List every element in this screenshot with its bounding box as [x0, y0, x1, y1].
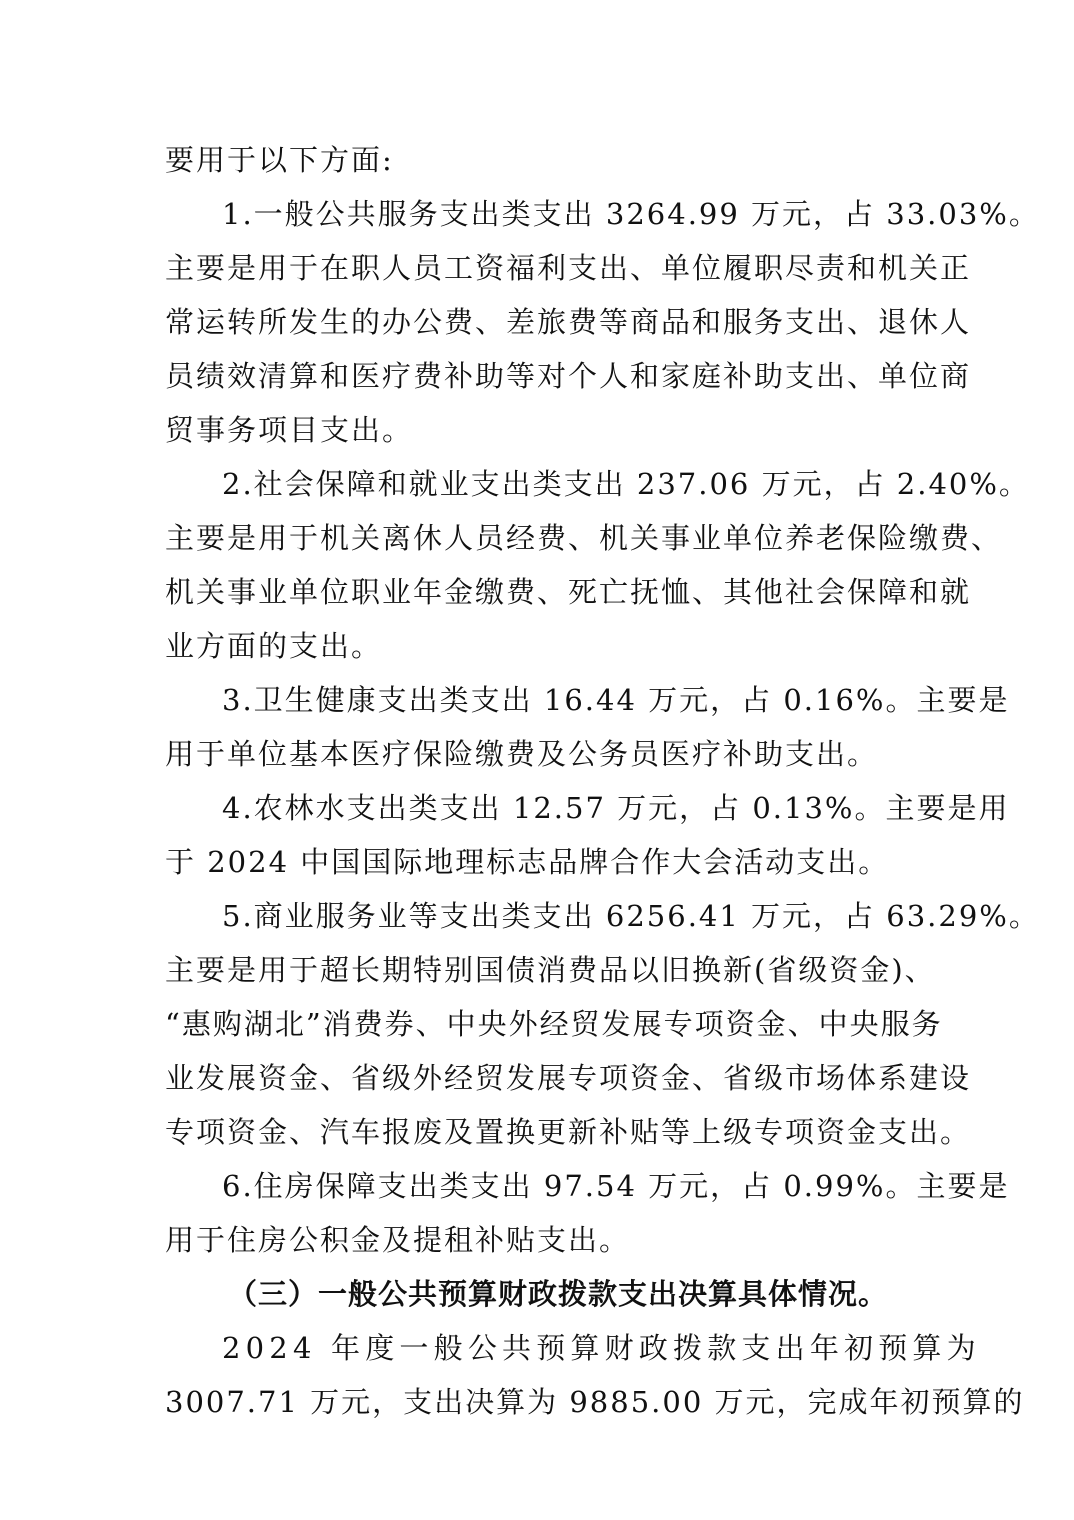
paragraph-line: 用于单位基本医疗保险缴费及公务员医疗补助支出。 — [165, 737, 879, 771]
item-1-heading-line: 1.一般公共服务支出类支出 3264.99 万元，占 33.03%。 — [222, 197, 1040, 231]
paragraph-line: 于 2024 中国国际地理标志品牌合作大会活动支出。 — [165, 845, 890, 879]
paragraph-line: 2024 年度一般公共预算财政拨款支出年初预算为 — [222, 1331, 981, 1365]
paragraph-line: 机关事业单位职业年金缴费、死亡抚恤、其他社会保障和就 — [165, 575, 972, 609]
paragraph-line: 贸事务项目支出。 — [165, 413, 414, 447]
item-5-heading-line: 5.商业服务业等支出类支出 6256.41 万元，占 63.29%。 — [222, 899, 1040, 933]
paragraph-line: 要用于以下方面: — [165, 143, 394, 177]
paragraph-line: 3007.71 万元，支出决算为 9885.00 万元，完成年初预算的 — [165, 1385, 1025, 1419]
paragraph-line: 专项资金、汽车报废及置换更新补贴等上级专项资金支出。 — [165, 1115, 972, 1149]
paragraph-line: 主要是用于超长期特别国债消费品以旧换新(省级资金)、 — [165, 953, 936, 987]
section-heading: （三）一般公共预算财政拨款支出决算具体情况。 — [228, 1277, 889, 1311]
item-4-heading-line: 4.农林水支出类支出 12.57 万元，占 0.13%。主要是用 — [222, 791, 1010, 825]
paragraph-line: 业方面的支出。 — [165, 629, 383, 663]
paragraph-line: 员绩效清算和医疗费补助等对个人和家庭补助支出、单位商 — [165, 359, 972, 393]
paragraph-line: 主要是用于在职人员工资福利支出、单位履职尽责和机关正 — [165, 251, 972, 285]
paragraph-line: 业发展资金、省级外经贸发展专项资金、省级市场体系建设 — [165, 1061, 972, 1095]
item-6-heading-line: 6.住房保障支出类支出 97.54 万元，占 0.99%。主要是 — [222, 1169, 1010, 1203]
paragraph-line: 主要是用于机关离休人员经费、机关事业单位养老保险缴费、 — [165, 521, 1003, 555]
item-2-heading-line: 2.社会保障和就业支出类支出 237.06 万元，占 2.40%。 — [222, 467, 1030, 501]
paragraph-line: 用于住房公积金及提租补贴支出。 — [165, 1223, 631, 1257]
paragraph-line: “惠购湖北”消费券、中央外经贸发展专项资金、中央服务 — [165, 1007, 943, 1041]
paragraph-line: 常运转所发生的办公费、差旅费等商品和服务支出、退休人 — [165, 305, 972, 339]
item-3-heading-line: 3.卫生健康支出类支出 16.44 万元，占 0.16%。主要是 — [222, 683, 1010, 717]
